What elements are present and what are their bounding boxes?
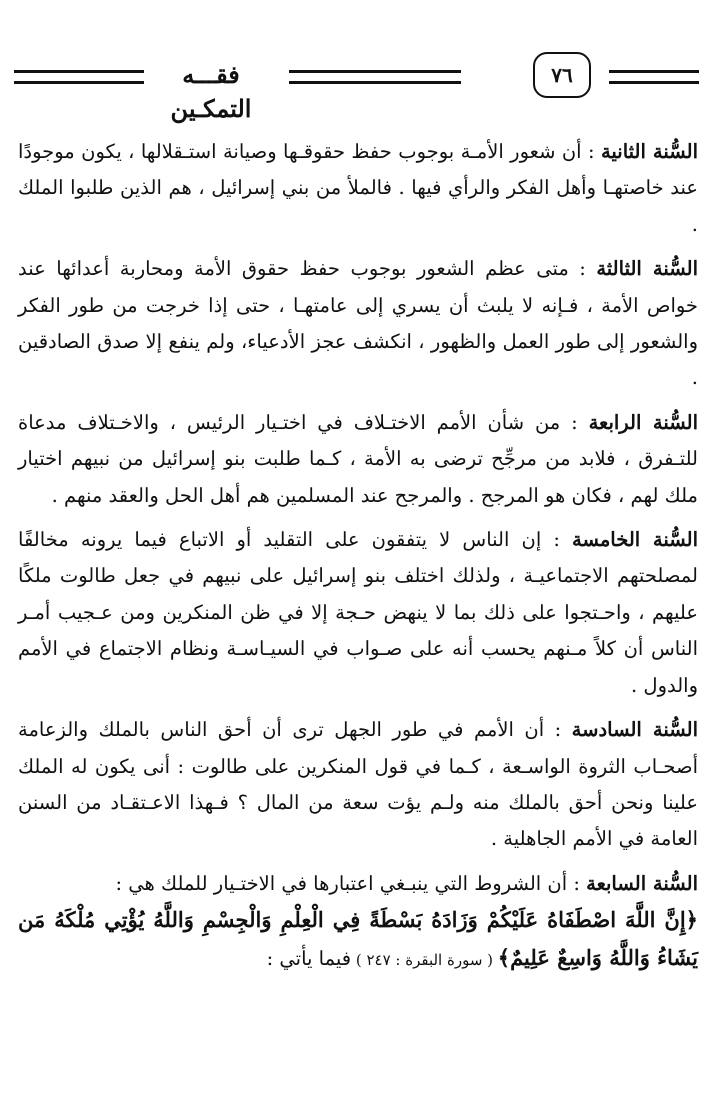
- paragraph-title: السُّنة الخامسة: [572, 528, 698, 552]
- paragraph-title: السُّنة السابعة: [586, 871, 698, 895]
- paragraph-title: السُّنة الرابعة: [588, 410, 698, 434]
- header-rule-left: [14, 70, 144, 84]
- paragraph-text: : إن الناس لا يتفقون على التقليد أو الاتباع فيما يرونه مخالفًا لمصلحتهم الاجتماعيـة ، ولذلك اختلف بنو إسرائيل على نبيهم في جعل طالوت ملكًا عليهم ، واحـتجوا على ذلك بما لا ينهض حـجة إلا في ظن المنكرين ومن عـجيب أمـر الناس أن كلاً مـنهم يحسب أنه على صـواب في السيـاسـة ونظام الاجتماع في الأمم والدول .: [18, 528, 698, 697]
- quran-verse: ﴿إِنَّ اللَّهَ اصْطَفَاهُ عَلَيْكُمْ وَزَادَهُ بَسْطَةً فِي الْعِلْمِ وَالْجِسْمِ وَاللَّهُ يُؤْتِي مُلْكَهُ مَن يَشَاءُ وَاللَّهُ وَاسِعٌ عَلِيمٌ﴾: [18, 907, 698, 970]
- paragraph-sunna-7: [18, 866, 698, 978]
- paragraph-sunna-3: [18, 251, 698, 397]
- page-header: [14, 52, 699, 123]
- paragraph-sunna-5: [18, 522, 698, 704]
- paragraph-sunna-4: [18, 405, 698, 514]
- paragraph-text: : أن شعور الأمـة بوجوب حفظ حقوقـها وصيانة استـقلالها ، يكون موجودًا عند خاصتهـا وأهل الفكر والرأي فيها . فالملأ من بني إسرائيل ، هم الذين طلبوا الملك .: [18, 140, 698, 236]
- paragraph-sunna-2: [18, 134, 698, 243]
- paragraph-text: : أن الشروط التي ينبـغي اعتبارها في الاختـيار للملك هي :: [115, 871, 587, 895]
- verse-reference: ( سورة البقرة : ٢٤٧ ): [351, 950, 498, 969]
- paragraph-text: : متى عظم الشعور بوجوب حفظ حقوق الأمة ومحاربة أعدائها عند خواص الأمة ، فـإنه لا يلبث أن يسري إلى عامتهـا ، حتى إذا خرجت من طور الفكر والشعور إلى طور العمل والظهور ، انكشف عجز الأدعياء، ولم ينفع إلا صدق الصادقين .: [18, 257, 698, 390]
- paragraph-text: : من شأن الأمم الاختـلاف في اختـيار الرئيس ، والاخـتلاف مدعاة للتـفرق ، فلابد من مرجِّح ترضى به الأمة ، كـما طلبت بنو إسرائيل من نبيهم اختيار ملك لهم ، فكان هو المرجح . والمرجح عند المسلمين هم أهل الحل والعقد منهم .: [18, 410, 698, 507]
- header-rule-right: [609, 70, 699, 84]
- verse-followup: فيما يأتي :: [266, 946, 352, 970]
- paragraph-title: السُّنة الثانية: [600, 140, 698, 163]
- paragraph-sunna-6: [18, 712, 698, 858]
- page-body: [18, 134, 698, 986]
- running-title: فقـــه التمكـين: [170, 60, 252, 123]
- header-rule-middle: [289, 70, 461, 84]
- paragraph-title: السُّنة الثالثة: [596, 257, 698, 281]
- paragraph-text: : أن الأمم في طور الجهل ترى أن أحق الناس بالملك والزعامة أصحـاب الثروة الواسـعة ، كـما في قول المنكرين على طالوت : أنى يكون له الملك علينا ونحن أحق بالملك منه ولـم يؤت سعة من المال ؟ فـهذا الاعـتقـاد من السنن العامة في الأمم الجاهلية .: [18, 718, 698, 851]
- paragraph-title: السُّنة السادسة: [571, 718, 698, 742]
- page-number: ٧٦: [533, 52, 591, 98]
